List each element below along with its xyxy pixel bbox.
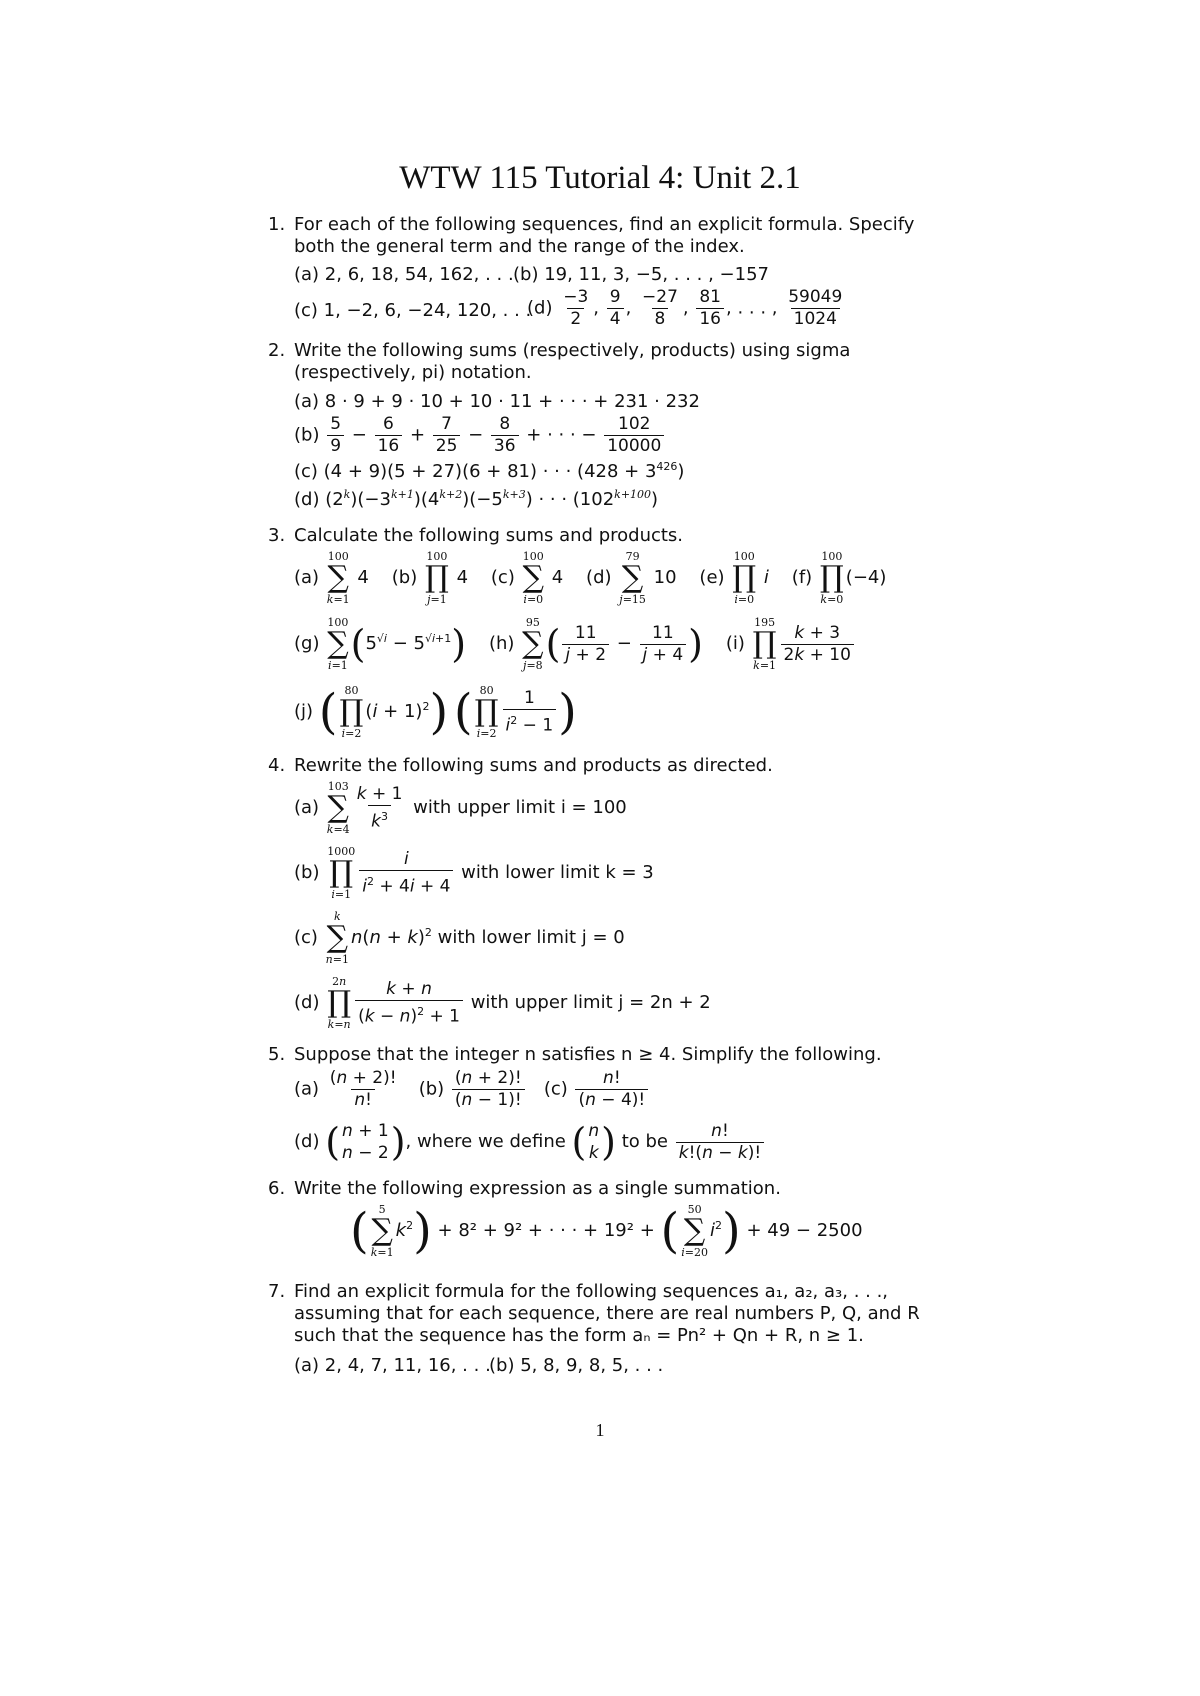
question-number: 5. — [268, 1044, 286, 1065]
question-number: 1. — [268, 214, 286, 235]
question-7 — [268, 1281, 934, 1347]
question-text: Write the following sums (respectively, products) using sigma (respectively, pi) notation. — [294, 340, 851, 383]
q7-part-b: (b) 5, 8, 9, 8, 5, . . . — [489, 1355, 664, 1376]
q3-row-2: (g) 100 ∑ i=1 $(5^{√i} - 5^{√i+1})$ (h) 95 ∑ j=8 ( $\frac{11}{j + 2}$ − $\frac{11}{j + 4}$ ) (i) 195 ∏ k=1 $\frac{k + 3}{2k + 10}$ — [294, 616, 856, 672]
page-number: 1 — [595, 1420, 605, 1440]
question-text: Write the following expression as a single summation. — [294, 1178, 781, 1199]
question-text: For each of the following sequences, find an explicit formula. Specify both the general term and the range of the index. — [294, 214, 915, 257]
question-text: Find an explicit formula for the following sequences a₁, a₂, a₃, . . ., assuming that for each sequence, there are real numbers P, Q, and R such that the sequence has the form aₙ = Pn² + Qn + R, n ≥ 1. — [294, 1281, 920, 1346]
q3-row-3: (j) ( 80 ∏ i=2 $(i + 1)^2$) ( 80 ∏ i=2 $\frac{1}{i^2 - 1}$ ) — [294, 684, 577, 740]
q4-part-a: (a) 103 ∑ k=4 $\frac{k + 1}{k^3}$ with upper limit i = 100 — [294, 780, 627, 836]
question-4 — [268, 755, 934, 777]
q1-part-b: (b) 19, 11, 3, −5, . . . , −157 — [513, 264, 769, 285]
question-number: 6. — [268, 1178, 286, 1199]
page-title: WTW 115 Tutorial 4: Unit 2.1 — [399, 160, 801, 196]
q2-part-a: (a) 8 · 9 + 9 · 10 + 10 · 11 + · · · + 231 · 232 — [294, 391, 700, 412]
question-text: Calculate the following sums and products. — [294, 525, 684, 546]
question-6 — [268, 1178, 934, 1200]
question-5 — [268, 1044, 934, 1066]
q4-part-d: (d) 2n ∏ k=n $\frac{k + n}{(k - n)^2 + 1}$ with upper limit j = 2n + 2 — [294, 975, 711, 1031]
question-text: Suppose that the integer n satisfies n ≥ 4. Simplify the following. — [294, 1044, 882, 1065]
q5-row-2: (d) ( n + 1 n − 2 ), where we define ( n k ) to be $\frac{n!}{k!(n - k)!}$ — [294, 1120, 766, 1164]
q1-part-a: (a) 2, 6, 18, 54, 162, . . . — [294, 264, 514, 285]
q4-part-c: (c) k ∑ n=1 $n(n + k)^2$ with lower limit j = 0 — [294, 910, 625, 966]
q1-part-d: (d) $\frac{-3}{2}$ , $\frac{9}{4}$ , $\frac{-27}{8}$ , $\frac{81}{16}$ , . . . , $\frac{59049}{1024}$ — [527, 287, 843, 329]
q5-row-1: (a) $\frac{(n + 2)!}{n!}$ (b) $\frac{(n + 2)!}{(n - 1)!}$ (c) $\frac{n!}{(n - 4)!}$ — [294, 1068, 650, 1111]
q3-row-1: (a) 100 ∑ k=1 4 (b) 100 ∏ j=1 4 (c) 100 ∑ i=0 4 (d) 79 ∑ j=15 10 (e) 100 ∏ i=0 i (f) 100 ∏ k=0 (−4) — [294, 550, 887, 606]
q7-part-a: (a) 2, 4, 7, 11, 16, . . . — [294, 1355, 491, 1376]
question-number: 3. — [268, 525, 286, 546]
question-2 — [268, 340, 934, 384]
q2-part-d: (d) $(2^k)(-3^{k+1})(4^{k+2})(-5^{k+3})$ · · · $(102^{k+100})$ — [294, 488, 659, 510]
q2-part-b: (b) $\frac{5}{9}$ − $\frac{6}{16}$ + $\frac{7}{25}$ − $\frac{8}{36}$ + · · · − $\frac{102}{10000}$ — [294, 414, 666, 457]
question-text: Rewrite the following sums and products as directed. — [294, 755, 773, 776]
question-number: 7. — [268, 1281, 286, 1302]
q4-part-b: (b) 1000 ∏ i=1 $\frac{i}{i^2 + 4i + 4}$ with lower limit k = 3 — [294, 845, 654, 901]
q1-part-c: (c) 1, −2, 6, −24, 120, . . . — [294, 300, 532, 321]
q6-expression: ( 5 ∑ k=1 $k^2) + 8^2 + 9^2$ + · · · + 19² + ( 50 ∑ i=20 $i^2) + 49 - 2500$ — [350, 1203, 863, 1259]
q2-part-c: (c) (4 + 9)(5 + 27)(6 + 81) · · · $(428 + 3^{426})$ — [294, 460, 685, 482]
question-1 — [268, 214, 934, 258]
question-number: 4. — [268, 755, 286, 776]
question-3 — [268, 525, 934, 547]
question-number: 2. — [268, 340, 286, 361]
